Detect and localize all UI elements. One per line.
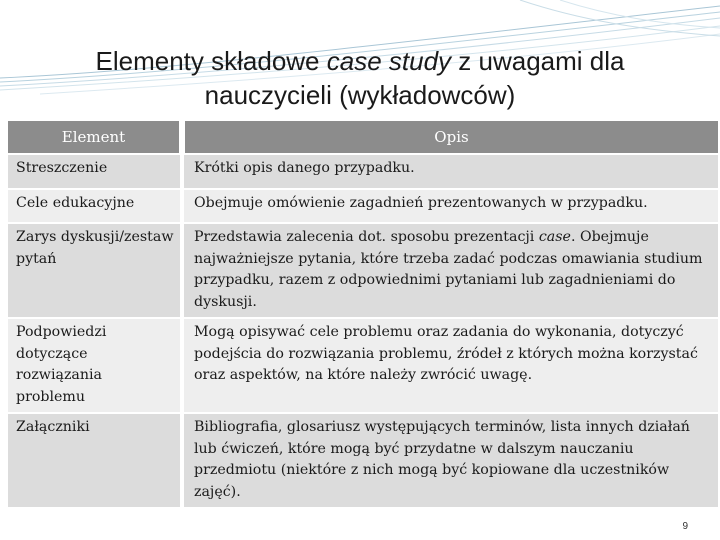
header-opis: Opis — [182, 121, 718, 154]
row-element-cell: Cele edukacyjne — [8, 189, 182, 223]
table-row — [8, 318, 718, 413]
row-opis-cell: Krótki opis danego przypadku. — [182, 154, 718, 189]
table-row — [8, 413, 718, 507]
row-element-cell: Załączniki — [8, 413, 182, 507]
page-number: 9 — [682, 521, 688, 532]
row-element-cell: Streszczenie — [8, 154, 182, 189]
slide-title-line2: nauczycieli (wykładowców) — [204, 80, 516, 110]
row-opis-cell: Obejmuje omówienie zagadnień prezentowanych w przypadku. — [182, 189, 718, 223]
table-row — [8, 223, 718, 318]
row-opis-text-after: . Obejmuje najważniejsze pytania, które trzeba zadać podczas omawiania studium przypadku, razem z odpowiednimi pytaniami lub zagadnieniami do dyskusji. — [194, 229, 703, 310]
row-opis-cell: Bibliografia, glosariusz występujących terminów, lista innych działań lub ćwiczeń, które mogą być przydatne w dalszym nauczaniu przedmiotu (niektóre z nich mogą być kopiowane dla uczestników zajęć). — [182, 413, 718, 507]
header-element: Element — [8, 121, 182, 154]
case-study-table-container — [8, 121, 718, 507]
slide-title-part1: Elementy składowe — [95, 46, 327, 76]
table-header-row — [8, 121, 718, 154]
slide-title-part2: z uwagami dla — [451, 46, 625, 76]
row-element-cell: Zarys dyskusji/zestaw pytań — [8, 223, 182, 318]
slide-title-italic: case study — [326, 46, 452, 76]
table-row — [8, 189, 718, 223]
slide-title — [40, 44, 680, 112]
row-opis-cell — [182, 223, 718, 318]
row-element-cell: Podpowiedzi dotyczące rozwiązania problemu — [8, 318, 182, 413]
case-study-table — [8, 121, 718, 507]
row-opis-italic: case — [538, 229, 571, 245]
table-row — [8, 154, 718, 189]
row-opis-cell: Mogą opisywać cele problemu oraz zadania do wykonania, dotyczyć podejścia do rozwiązania problemu, źródeł z których można korzystać oraz aspektów, na które należy zwrócić uwagę. — [182, 318, 718, 413]
row-opis-text: Przedstawia zalecenia dot. sposobu prezentacji — [194, 229, 539, 245]
